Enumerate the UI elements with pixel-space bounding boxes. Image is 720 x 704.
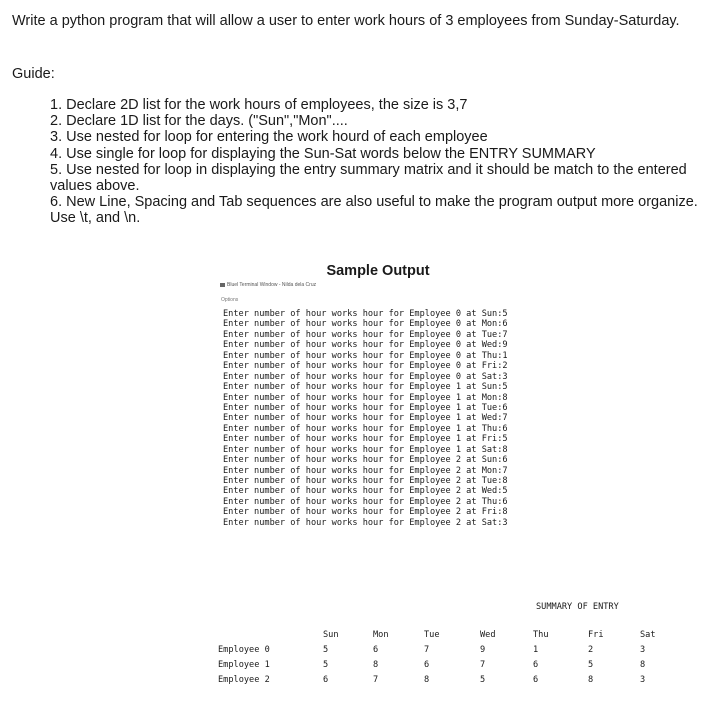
terminal-line: Enter number of hour works hour for Employee 1 at Mon:8 xyxy=(223,392,508,403)
day-header: Wed xyxy=(480,630,496,640)
day-header: Fri xyxy=(588,630,604,640)
hours-cell: 8 xyxy=(424,675,430,685)
hours-cell: 9 xyxy=(480,645,486,655)
terminal-line: Enter number of hour works hour for Employee 2 at Fri:8 xyxy=(223,507,508,518)
terminal-line: Enter number of hour works hour for Employee 0 at Wed:9 xyxy=(223,340,508,351)
hours-cell: 5 xyxy=(323,660,329,670)
hours-cell: 1 xyxy=(533,645,539,655)
terminal-line: Enter number of hour works hour for Employee 2 at Tue:8 xyxy=(223,476,508,486)
terminal-titlebar xyxy=(220,282,316,288)
terminal-line: Enter number of hour works hour for Employee 2 at Thu:6 xyxy=(223,496,508,507)
terminal-line: Enter number of hour works hour for Employee 1 at Sat:8 xyxy=(223,444,508,455)
day-header: Mon xyxy=(373,630,389,640)
terminal-line: Enter number of hour works hour for Employee 0 at Sat:3 xyxy=(223,371,508,382)
terminal-line: Enter number of hour works hour for Employee 1 at Fri:5 xyxy=(223,434,508,445)
hours-cell: 5 xyxy=(588,660,594,670)
hours-cell: 2 xyxy=(588,645,594,655)
day-header: Tue xyxy=(424,630,440,640)
hours-cell: 8 xyxy=(588,675,594,685)
summary-table xyxy=(218,630,664,694)
hours-cell: 6 xyxy=(533,675,539,685)
terminal-line: Enter number of hour works hour for Employee 0 at Sun:5 xyxy=(223,309,508,319)
terminal-title-text: Bluel Terminal Window - Nilda dela Cruz xyxy=(227,282,317,288)
hours-cell: 6 xyxy=(373,645,379,655)
intro-text: Write a python program that will allow a user to enter work hours of 3 employees from Sunday-Saturday. xyxy=(12,13,680,29)
hours-cell: 6 xyxy=(424,660,430,670)
steps-list xyxy=(50,97,710,227)
hours-cell: 6 xyxy=(533,660,539,670)
terminal-window xyxy=(218,280,664,694)
hours-cell: 3 xyxy=(640,645,646,655)
sample-output-title: Sample Output xyxy=(326,263,430,279)
summary-title: SUMMARY OF ENTRY xyxy=(536,602,619,612)
day-header: Thu xyxy=(533,630,549,640)
hours-cell: 7 xyxy=(424,645,430,655)
employee-label: Employee 1 xyxy=(218,660,270,670)
step-item: 4. Use single for loop for displaying the Sun-Sat words below the ENTRY SUMMARY xyxy=(50,145,596,162)
step-item: 3. Use nested for loop for entering the work hourd of each employee xyxy=(50,129,488,146)
terminal-line: Enter number of hour works hour for Employee 0 at Tue:7 xyxy=(223,329,508,340)
hours-cell: 6 xyxy=(323,675,329,685)
step-item: 1. Declare 2D list for the work hours of employees, the size is 3,7 xyxy=(50,97,468,113)
day-header: Sun xyxy=(323,630,339,640)
terminal-line: Enter number of hour works hour for Employee 1 at Thu:6 xyxy=(223,423,508,434)
hours-cell: 8 xyxy=(640,660,646,670)
hours-cell: 5 xyxy=(480,675,486,685)
window-icon xyxy=(220,283,225,287)
employee-label: Employee 2 xyxy=(218,675,270,685)
step-item: 5. Use nested for loop in displaying the entry summary matrix and it should be match to the entered values above. xyxy=(50,161,687,195)
hours-cell: 5 xyxy=(323,645,329,655)
employee-label: Employee 0 xyxy=(218,645,270,655)
terminal-line: Enter number of hour works hour for Employee 0 at Fri:2 xyxy=(223,361,508,372)
terminal-line: Enter number of hour works hour for Employee 2 at Mon:7 xyxy=(223,465,508,476)
hours-cell: 7 xyxy=(480,660,486,670)
terminal-line: Enter number of hour works hour for Employee 0 at Mon:6 xyxy=(223,319,508,330)
hours-cell: 3 xyxy=(640,675,646,685)
terminal-line: Enter number of hour works hour for Employee 1 at Tue:6 xyxy=(223,402,508,413)
terminal-line: Enter number of hour works hour for Employee 2 at Sun:6 xyxy=(223,455,508,466)
step-item: 2. Declare 1D list for the days. ("Sun","Mon".... xyxy=(50,113,348,130)
terminal-line: Enter number of hour works hour for Employee 2 at Wed:5 xyxy=(223,486,508,497)
terminal-line: Enter number of hour works hour for Employee 2 at Sat:3 xyxy=(223,517,508,528)
hours-cell: 7 xyxy=(373,675,379,685)
day-header: Sat xyxy=(640,630,656,640)
hours-cell: 8 xyxy=(373,660,379,670)
menu-options[interactable]: Options xyxy=(221,297,239,303)
terminal-line: Enter number of hour works hour for Employee 1 at Wed:7 xyxy=(223,413,508,424)
terminal-output xyxy=(223,309,508,528)
terminal-line: Enter number of hour works hour for Employee 1 at Sun:5 xyxy=(223,382,508,393)
guide-label: Guide: xyxy=(12,66,55,82)
step-item: 6. New Line, Spacing and Tab sequences are also useful to make the program output more organize. Use \t, and \n. xyxy=(50,194,698,227)
terminal-line: Enter number of hour works hour for Employee 0 at Thu:1 xyxy=(223,350,508,361)
